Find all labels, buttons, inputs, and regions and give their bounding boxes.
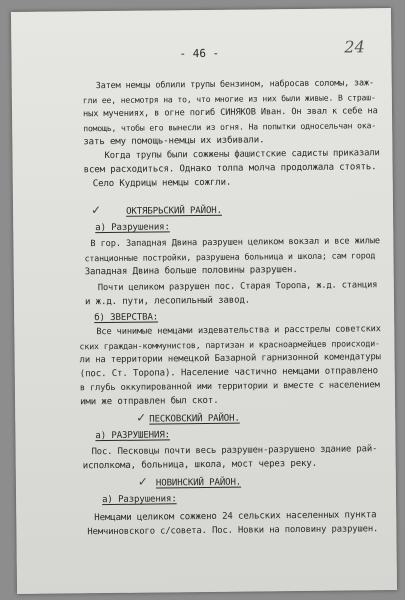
- text-line: помощь, чтобы его вынесли из огня. На попытки односельчан ока-: [83, 120, 377, 134]
- text-line: Немцами целиком сожжено 24 сельских населенных пункта: [94, 510, 377, 524]
- text-line: и ж.д. пути, лесопильный завод.: [84, 295, 251, 308]
- text-line: Немчиновского с/совета. Пос. Новки на половину разрушен.: [87, 524, 379, 538]
- archive-mark: 24: [344, 37, 365, 57]
- text-line: зать ему помощь-немцы их избивали.: [83, 135, 265, 148]
- subsection-heading: а) Разрушения:: [95, 222, 170, 234]
- section-heading: НОВИНСКИЙ РАЙОН.: [155, 477, 242, 489]
- subsection-heading: б) ЗВЕРСТВА:: [94, 312, 159, 324]
- text-line: исполкома, больница, школа, мост через реку.: [82, 458, 318, 472]
- section-heading: ПЕСКОВСКИЙ РАЙОН.: [149, 413, 240, 425]
- text-line: Пос. Песковцы почти весь разрушен-разрушено здание рай-: [91, 444, 378, 458]
- text-line: ских граждан-коммунистов, партизан и красноармейцев происходи-: [79, 338, 380, 352]
- checkmark-icon: ✓: [90, 203, 102, 218]
- subsection-heading: а) РАЗРУШЕНИЯ:: [95, 430, 171, 442]
- text-line: В гор. Западная Двина разрушен целиком вокзал и все жилые: [90, 236, 381, 250]
- text-line: ли на территории немецкой Базарной гарнизонной комендатуры: [79, 352, 381, 366]
- text-line: Западная Двина больше половины разрушен.: [84, 265, 298, 278]
- text-line: станционные постройки, разрушена больница и школа; сам город: [84, 250, 376, 264]
- checkmark-icon: ✓: [136, 410, 147, 425]
- section-heading: ОКТЯБРЬСКИЙ РАЙОН.: [126, 205, 222, 217]
- document-page: [11, 8, 397, 594]
- text-line: Затем немцы облили трупы бензином, набросав соломы, заж-: [95, 78, 374, 92]
- text-line: гли ее, несмотря на то, что многие из них были живые. В страш-: [82, 92, 376, 106]
- text-line: Почти целиком разрушен пос. Старая Торопа, ж.д. станция: [97, 280, 378, 294]
- text-line: ими же отправлен был скот.: [80, 395, 219, 408]
- subsection-heading: а) Разрушения:: [102, 494, 177, 506]
- text-line: ных мучениях, в огне погиб СИНЯКОВ Иван. Он звал к себе на: [82, 106, 378, 120]
- text-line: Когда трупы были сожжены фашистские садисты приказали: [104, 148, 380, 162]
- text-line: (пос. Ст. Торопа). Население частично немцами отправлено: [79, 366, 378, 380]
- checkmark-icon: ✓: [137, 474, 149, 489]
- text-line: Все чинимые немцами издевательства и расстрелы советских: [96, 324, 381, 338]
- text-line: в глубь оккупированной ими территории и вместе с населением: [79, 380, 380, 394]
- page-number: - 46 -: [179, 46, 220, 61]
- text-line: Село Кудрицы немцы сожгли.: [92, 177, 232, 190]
- text-line: всем расходиться. Однако толпа молча продолжала стоять.: [83, 162, 377, 176]
